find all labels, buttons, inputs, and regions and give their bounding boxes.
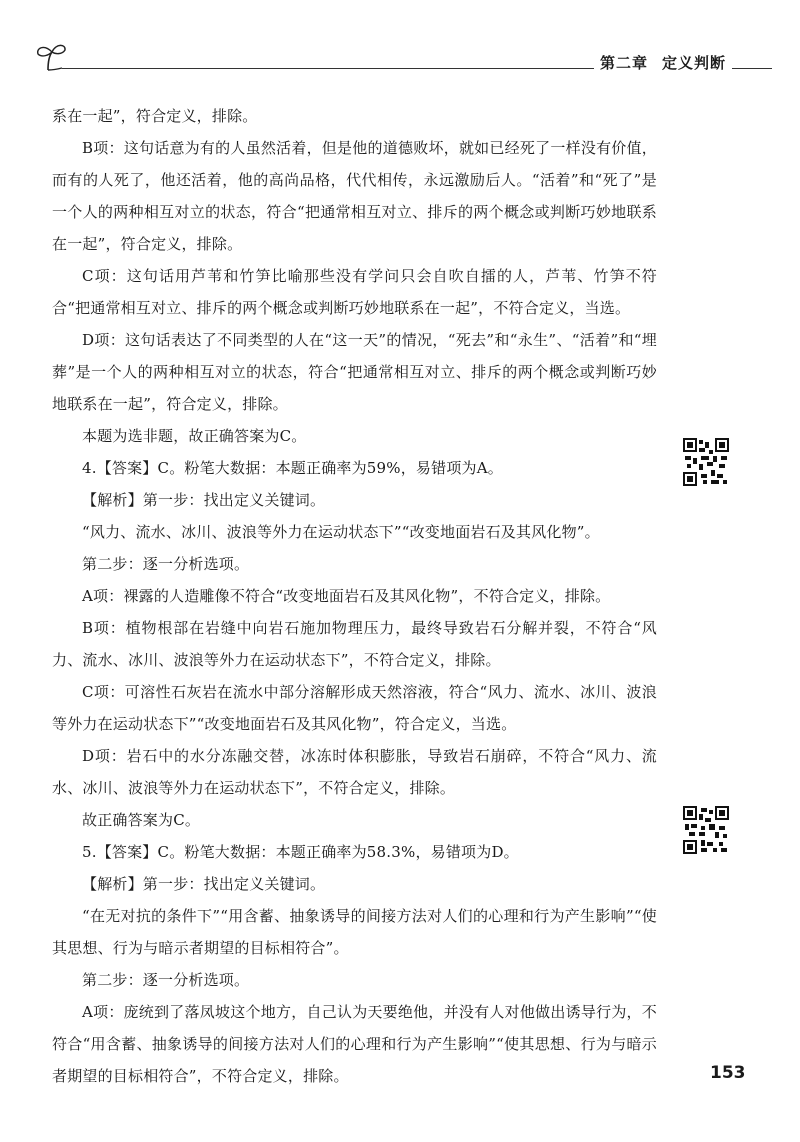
paragraph: 第二步：逐一分析选项。 [82,555,250,573]
page-header [32,40,772,80]
paragraph: B项：这句话意为有的人虽然活着，但是他的道德败坏，就如已经死了一样没有价值，而有的人死了，他还活着，他的高尚品格，代代相传，永远激励后人。“活着”和“死了”是一个人的两种相互对立的状态，符合“把通常相互对立、排斥的两个概念或判断巧妙地联系在一起”，符合定义，排除。 [52,139,657,253]
chapter-number: 第二章 [599,54,648,72]
section-title: 定义判断 [661,54,726,72]
paragraph: C项：这句话用芦苇和竹笋比喻那些没有学问只会自吹自擂的人，芦苇、竹笋不符合“把通常相互对立、排斥的两个概念或判断巧妙地联系在一起”，不符合定义，当选。 [52,267,657,317]
keywords-line: “风力、流水、冰川、波浪等外力在运动状态下”“改变地面岩石及其风化物”。 [82,523,600,541]
paragraph: 系在一起”，符合定义，排除。 [52,107,258,125]
qr-code-icon[interactable] [683,438,729,486]
paragraph: A项：裸露的人造雕像不符合“改变地面岩石及其风化物”，不符合定义，排除。 [82,587,611,605]
answer-line: 5.【答案】C。粉笔大数据：本题正确率为58.3%，易错项为D。 [82,843,519,861]
paragraph: 故正确答案为C。 [82,811,201,829]
paragraph: 本题为选非题，故正确答案为C。 [82,427,307,445]
paragraph: B项：植物根部在岩缝中向岩石施加物理压力，最终导致岩石分解并裂，不符合“风力、流水、冰川、波浪等外力在运动状态下”，不符合定义，排除。 [52,619,657,669]
qr-code-icon[interactable] [683,806,729,854]
analysis-line: 【解析】第一步：找出定义关键词。 [82,875,326,893]
page-body [52,100,657,1092]
paragraph: 第二步：逐一分析选项。 [82,971,250,989]
paragraph: A项：庞统到了落凤坡这个地方，自己认为天要绝他，并没有人对他做出诱导行为，不符合“用含蓄、抽象诱导的间接方法对人们的心理和行为产生影响”“使其思想、行为与暗示者期望的目标相符合”，不符合定义，排除。 [52,1003,657,1085]
analysis-line: 【解析】第一步：找出定义关键词。 [82,491,326,509]
chapter-title [594,52,732,73]
page-number: 153 [710,1063,746,1083]
answer-line: 4.【答案】C。粉笔大数据：本题正确率为59%，易错项为A。 [82,459,503,477]
paragraph: C项：可溶性石灰岩在流水中部分溶解形成天然溶液，符合“风力、流水、冰川、波浪等外力在运动状态下”“改变地面岩石及其风化物”，符合定义，当选。 [52,683,657,733]
keywords-line: “在无对抗的条件下”“用含蓄、抽象诱导的间接方法对人们的心理和行为产生影响”“使其思想、行为与暗示者期望的目标相符合”。 [52,907,657,957]
paragraph: D项：岩石中的水分冻融交替，冰冻时体积膨胀，导致岩石崩碎，不符合“风力、流水、冰川、波浪等外力在运动状态下”，不符合定义，排除。 [52,747,657,797]
paragraph: D项：这句话表达了不同类型的人在“这一天”的情况，“死去”和“永生”、“活着”和“埋葬”是一个人的两种相互对立的状态，符合“把通常相互对立、排斥的两个概念或判断巧妙地联系在一起”，符合定义，排除。 [52,331,657,413]
